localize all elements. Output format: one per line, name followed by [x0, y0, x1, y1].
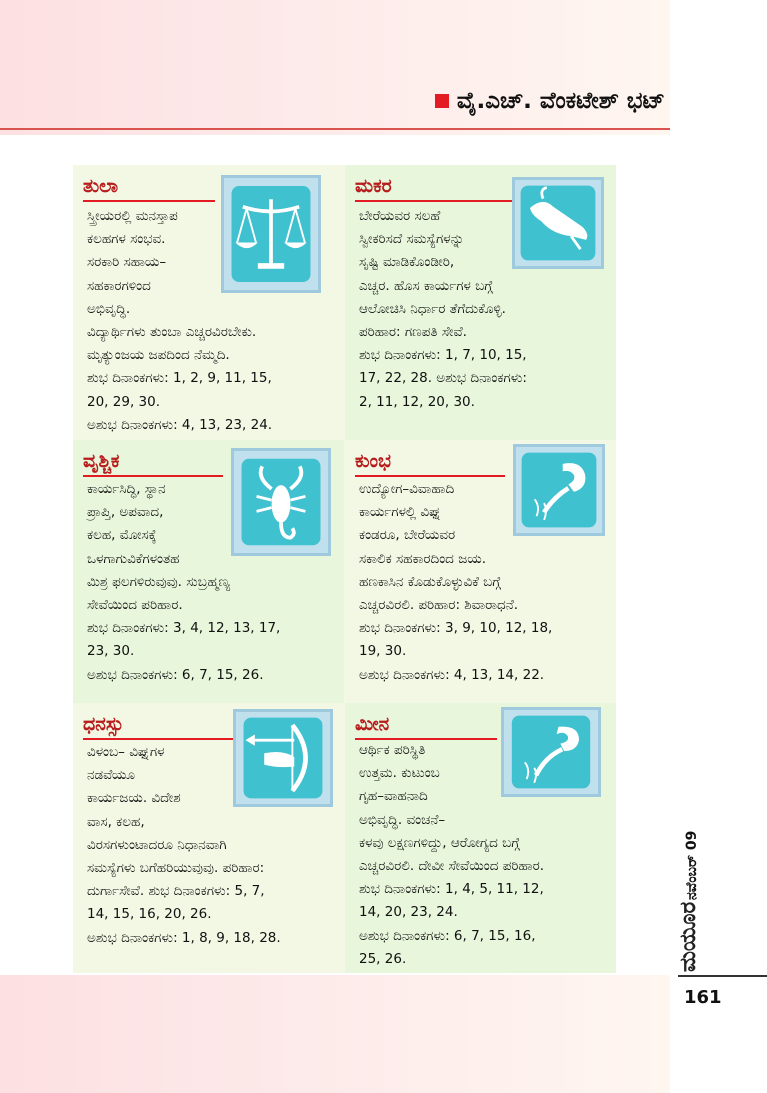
text-line: ಆರ್ಥಿಕ ಪರಿಸ್ಥಿತಿ: [359, 742, 426, 758]
footer-rule: [678, 975, 767, 977]
text-line: ಅಭಿವೃದ್ಧಿ. ವಂಚನೆ–: [359, 811, 446, 828]
text-line: ಶುಭ ದಿನಾಂಕಗಳು: 3, 4, 12, 13, 17,: [87, 620, 281, 637]
text-line: ಸೃಷ್ಟಿ ಮಾಡಿಕೊಂಡೀರಿ,: [359, 254, 455, 271]
text-line: ಕಂಡರೂ, ಬೇರೆಯವರ: [359, 527, 456, 544]
text-line: ಆಲೋಚಿಸಿ ನಿರ್ಧಾರ ತೆಗೆದುಕೊಳ್ಳಿ.: [359, 300, 506, 317]
text-line: 14, 20, 23, 24.: [359, 904, 458, 921]
text-line: ಎಚ್ಚರವಿರಲಿ. ಪರಿಹಾರ: ಶಿವಾರಾಧನೆ.: [359, 597, 519, 614]
footer-band: [0, 975, 670, 1093]
sign-title: ಧನಸ್ಸು: [83, 713, 124, 735]
text-line: ಕಳವು ಲಕ್ಷಣಗಳಿದ್ದು, ಆರೋಗ್ಯದ ಬಗ್ಗೆ: [359, 834, 520, 851]
issue-month: [684, 796, 710, 900]
text-line: ಕಲಹ, ಮೋಸಕ್ಕೆ: [87, 527, 157, 544]
text-line: ವಿಳಂಬ– ವಿಘ್ನಗಳ: [87, 744, 165, 760]
text-line: ಮೃತ್ಯುಂಜಯ ಜಪದಿಂದ ನೆಮ್ಮದಿ.: [87, 347, 230, 364]
text-line: 2, 11, 12, 20, 30.: [359, 393, 475, 410]
text-line: ಅಭಿವೃದ್ಧಿ.: [87, 300, 131, 317]
text-line: ಪ್ರಾಪ್ತಿ, ಅಪವಾದ,: [87, 504, 164, 521]
sign-panel-vrischika: [73, 440, 344, 703]
text-line: ಕಾರ್ಯಜಯ. ವಿದೇಶ: [87, 790, 181, 807]
author-byline: [435, 88, 665, 114]
issue-month-text: ನವೆಂಬರ್ 09: [684, 830, 700, 900]
sign-text: [87, 741, 281, 950]
text-line: 19, 30.: [359, 643, 407, 660]
text-line: ಶುಭ ದಿನಾಂಕಗಳು: 1, 7, 10, 15,: [359, 347, 527, 364]
sign-title: ತುಲಾ: [83, 175, 119, 197]
text-line: ಅಶುಭ ದಿನಾಂಕಗಳು: 6, 7, 15, 16,: [359, 927, 536, 944]
text-line: ಪರಿಹಾರ: ಗಣಪತಿ ಸೇವೆ.: [359, 324, 467, 341]
sign-title: ವೃಶ್ಚಿಕ: [83, 450, 120, 472]
sign-panel-meena: [345, 703, 616, 973]
title-underline: [83, 738, 233, 740]
text-line: ಮಿಶ್ರ ಫಲಗಳಿರುವುವು. ಸುಬ್ರಹ್ಮಣ್ಯ: [87, 573, 231, 590]
text-line: ಅಶುಭ ದಿನಾಂಕಗಳು: 4, 13, 14, 22.: [359, 666, 545, 683]
title-underline: [355, 475, 505, 477]
magazine-name: ಮಯೂರ: [676, 901, 701, 972]
sign-text: [359, 739, 544, 971]
sign-title: ಮೀನ: [355, 713, 390, 735]
text-line: ಬೇರೆಯವರ ಸಲಹೆ: [359, 208, 441, 224]
title-underline: [83, 200, 215, 202]
text-line: ವಿದ್ಯಾರ್ಥಿಗಳು ತುಂಬಾ ಎಚ್ಚರವಿರಬೇಕು.: [87, 324, 257, 341]
text-line: ಸಕಾಲಿಕ ಸಹಕಾರದಿಂದ ಜಯ.: [359, 550, 487, 567]
header-rule: [0, 128, 670, 130]
text-line: ಸೇವೆಯಿಂದ ಪರಿಹಾರ.: [87, 597, 183, 614]
text-line: ಅಶುಭ ದಿನಾಂಕಗಳು: 4, 13, 23, 24.: [87, 416, 273, 433]
sign-text: [359, 478, 552, 687]
text-line: ಸಮಸ್ಯೆಗಳು ಬಗೆಹರಿಯುವುವು. ಪರಿಹಾರ:: [87, 860, 265, 877]
text-line: ನಡವೆಯೂ: [87, 767, 135, 784]
sign-panel-kumbha: [345, 440, 616, 703]
text-line: ವಿರಸಗಳುಂಟಾದರೂ ನಿಧಾನವಾಗಿ: [87, 836, 227, 853]
text-line: ಸ್ವೀಕರಿಸದೆ ಸಮಸ್ಯೆಗಳನ್ನು: [359, 231, 465, 248]
sign-text: [87, 205, 272, 437]
text-line: ಉತ್ತಮ. ಕುಟುಂಬ: [359, 765, 440, 782]
text-line: 23, 30.: [87, 643, 135, 660]
text-line: ಎಚ್ಚರವಿರಲಿ. ದೇವೀ ಸೇವೆಯಿಂದ ಪರಿಹಾರ.: [359, 858, 545, 875]
text-line: ಹಣಕಾಸಿನ ಕೊಡುಕೊಳ್ಳುವಿಕೆ ಬಗ್ಗೆ: [359, 573, 501, 590]
text-line: ಎಚ್ಚರ. ಹೊಸ ಕಾರ್ಯಗಳ ಬಗ್ಗೆ: [359, 277, 493, 294]
sign-title: ಮಕರ: [355, 175, 392, 197]
text-line: ಸರಕಾರಿ ಸಹಾಯ–: [87, 254, 167, 271]
horoscope-grid: [73, 165, 616, 973]
text-line: 14, 15, 16, 20, 26.: [87, 906, 212, 923]
author-name: ವೈ.ಎಚ್. ವೆಂಕಟೇಶ್ ಭಟ್: [456, 88, 665, 114]
sign-panel-tula: [73, 165, 344, 440]
sign-text: [359, 205, 527, 414]
sign-panel-makara: [345, 165, 616, 440]
text-line: ಶುಭ ದಿನಾಂಕಗಳು: 3, 9, 10, 12, 18,: [359, 620, 553, 637]
red-square-bullet: [435, 94, 449, 108]
text-line: ಒಳಗಾಗುವಿಕೆಗಳಂತಹ: [87, 550, 180, 567]
sign-text: [87, 478, 280, 687]
sign-title: ಕುಂಭ: [355, 450, 391, 472]
text-line: 17, 22, 28. ಅಶುಭ ದಿನಾಂಕಗಳು:: [359, 370, 527, 387]
sign-panel-dhanassu: [73, 703, 344, 973]
text-line: ಶುಭ ದಿನಾಂಕಗಳು: 1, 4, 5, 11, 12,: [359, 881, 544, 898]
text-line: 20, 29, 30.: [87, 393, 160, 410]
text-line: ದುರ್ಗಾಸೇವೆ. ಶುಭ ದಿನಾಂಕಗಳು: 5, 7,: [87, 883, 265, 900]
page-number: 161: [684, 987, 722, 1008]
title-underline: [83, 475, 223, 477]
text-line: ಸ್ತ್ರೀಯರಲ್ಲಿ ಮನಸ್ತಾಪ: [87, 208, 178, 224]
text-line: ಅಶುಭ ದಿನಾಂಕಗಳು: 6, 7, 15, 26.: [87, 666, 264, 683]
text-line: ಸಹಕಾರಗಳಿಂದ: [87, 277, 151, 294]
text-line: ಶುಭ ದಿನಾಂಕಗಳು: 1, 2, 9, 11, 15,: [87, 370, 272, 387]
text-line: ಕಾರ್ಯಗಳಲ್ಲಿ ವಿಘ್ನ: [359, 504, 442, 521]
text-line: ಅಶುಭ ದಿನಾಂಕಗಳು: 1, 8, 9, 18, 28.: [87, 929, 281, 946]
text-line: ಕಾರ್ಯಸಿದ್ಧಿ, ಸ್ಥಾನ: [87, 481, 166, 497]
text-line: ಗೃಹ–ವಾಹನಾದಿ: [359, 788, 428, 805]
text-line: ಉದ್ಯೋಗ–ವಿವಾಹಾದಿ: [359, 481, 455, 497]
magazine-logo: [676, 900, 716, 972]
header-band: [0, 0, 670, 135]
text-line: ಕಲಹಗಳ ಸಂಭವ.: [87, 231, 166, 248]
text-line: 25, 26.: [359, 950, 407, 967]
text-line: ವಾಸ, ಕಲಹ,: [87, 813, 145, 830]
